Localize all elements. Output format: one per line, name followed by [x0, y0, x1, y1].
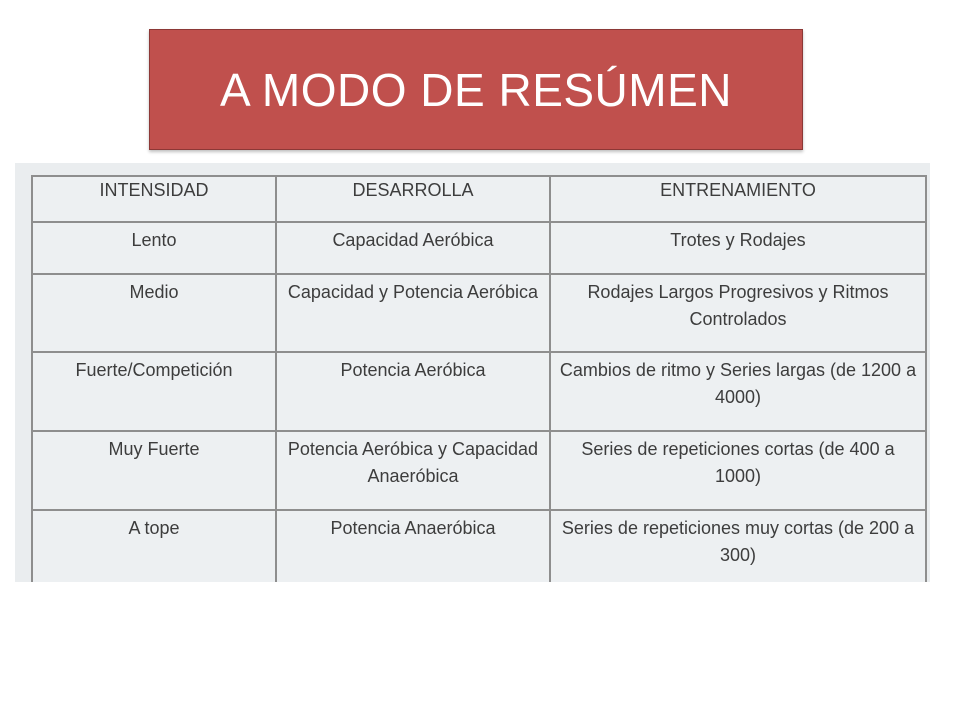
cell-desarrolla: Capacidad y Potencia Aeróbica — [276, 274, 550, 352]
header-intensidad: INTENSIDAD — [32, 176, 276, 222]
table-row — [32, 222, 926, 274]
table-header-row — [32, 176, 926, 222]
cell-entrenamiento: Cambios de ritmo y Series largas (de 1200 a 4000) — [550, 352, 926, 431]
title-banner — [149, 29, 803, 150]
cell-entrenamiento: Series de repeticiones cortas (de 400 a 1000) — [550, 431, 926, 510]
cell-entrenamiento: Rodajes Largos Progresivos y Ritmos Controlados — [550, 274, 926, 352]
page-title: A MODO DE RESÚMEN — [219, 63, 732, 116]
cell-intensidad: Lento — [32, 222, 276, 274]
summary-table — [31, 175, 927, 582]
summary-table-image — [15, 163, 930, 582]
cell-entrenamiento: Trotes y Rodajes — [550, 222, 926, 274]
header-entrenamiento: ENTRENAMIENTO — [550, 176, 926, 222]
table-row — [32, 352, 926, 431]
cell-intensidad: Muy Fuerte — [32, 431, 276, 510]
table-row — [32, 274, 926, 352]
cell-desarrolla: Potencia Aeróbica y Capacidad Anaeróbica — [276, 431, 550, 510]
cell-entrenamiento: Series de repeticiones muy cortas (de 200 a 300) — [550, 510, 926, 582]
cell-intensidad: Fuerte/Competición — [32, 352, 276, 431]
cell-desarrolla: Potencia Aeróbica — [276, 352, 550, 431]
table-row — [32, 510, 926, 582]
cell-desarrolla: Capacidad Aeróbica — [276, 222, 550, 274]
cell-desarrolla: Potencia Anaeróbica — [276, 510, 550, 582]
cell-intensidad: A tope — [32, 510, 276, 582]
header-desarrolla: DESARROLLA — [276, 176, 550, 222]
cell-intensidad: Medio — [32, 274, 276, 352]
table-row — [32, 431, 926, 510]
